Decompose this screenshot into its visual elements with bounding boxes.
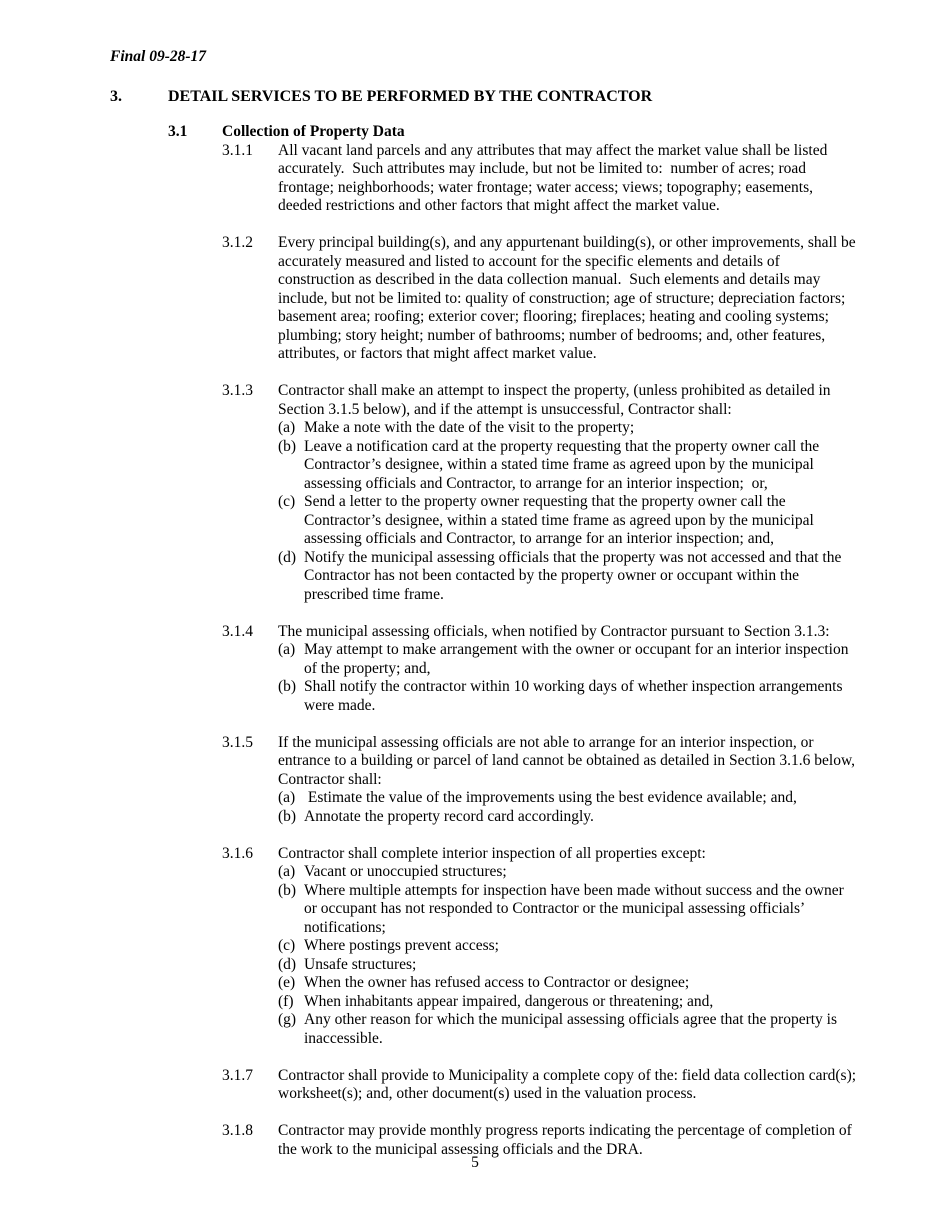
subitem-text: Where multiple attempts for inspection have been made without success and the owner or occupant has not responded to Contractor or the municipal assessing officials’ notifications; [304,881,848,936]
subitem-label: (e) [278,974,296,991]
clause-text: All vacant land parcels and any attributes that may affect the market value shall be listed accurately. Such attributes may include, but not be limited to: number of acres; road frontage; neighborhoods; water frontage; water access; views; topography; easements, deeded restrictions and other factors that might affect the market value. [278,141,832,214]
subitem-text: Where postings prevent access; [304,937,499,954]
clause-text: Contractor may provide monthly progress reports indicating the percentage of completion of the work to the municipal assessing officials and the DRA. [278,1122,856,1158]
subitem-label: (f) [278,992,294,1010]
subitem-text: Make a note with the date of the visit to the property; [304,419,635,436]
subitem-text: Send a letter to the property owner requesting that the property owner call the Contractor’s designee, within a stated time frame as agreed upon by the municipal assessing officials and Contractor, to arrange for an interior inspection; and, [304,493,818,547]
clause-number: 3.1.3 [222,382,253,399]
subitem-label: (g) [278,1011,297,1028]
clause-subitem [278,993,860,1012]
subitem-text: Annotate the property record card accordingly. [304,807,594,825]
clause-text: Contractor shall provide to Municipality a complete copy of the: field data collection card(s); worksheet(s); and, other document(s) used in the valuation process. [278,1066,860,1102]
subitem-label: (c) [278,493,296,510]
subitem-label: (a) [278,789,296,806]
section-number: 3. [110,87,122,105]
subitem-label: (b) [278,807,297,825]
clause-body [278,234,860,364]
clause-text: Contractor shall complete interior inspection of all properties except: [278,844,706,862]
subitem-text: When the owner has refused access to Contractor or designee; [304,974,690,991]
page-number: 5 [471,1153,479,1171]
clause-3.1.7 [222,1067,860,1104]
clause-3.1.5 [222,734,860,827]
clause-body [278,142,860,216]
subitem-text: Estimate the value of the improvements using the best evidence available; and, [304,789,797,806]
clause-list [222,142,860,1160]
clause-subitem [278,493,860,549]
subitem-text: Unsafe structures; [304,955,417,973]
clause-3.1.2 [222,234,860,364]
subitem-label: (a) [278,863,296,880]
clause-number: 3.1.6 [222,844,253,862]
clause-text: Contractor shall make an attempt to inspect the property, (unless prohibited as detailed in Section 3.1.5 below), and if the attempt is unsuccessful, Contractor shall: [278,382,835,418]
subitem-label: (a) [278,641,296,658]
clause-subitem [278,549,860,605]
clause-3.1.3 [222,382,860,604]
clause-body [278,623,860,716]
clause-body [278,734,860,827]
subitem-text: May attempt to make arrangement with the owner or occupant for an interior inspection of the property; and, [304,641,853,677]
clause-subitem [278,438,860,494]
subitem-label: (d) [278,955,297,973]
clause-body [278,845,860,1049]
section-heading [110,88,860,107]
clause-text: If the municipal assessing officials are not able to arrange for an interior inspection, or entrance to a building or parcel of land cannot be obtained as detailed in Section 3.1.6 below, Contractor shall: [278,733,859,788]
clause-subitem [278,974,860,993]
subitem-text: Any other reason for which the municipal assessing officials agree that the property is inaccessible. [304,1011,841,1047]
subitem-label: (b) [278,437,297,455]
clause-subitem [278,789,860,808]
clause-subitem [278,956,860,975]
subitem-label: (d) [278,548,297,566]
subitem-label: (b) [278,678,297,695]
clause-subitem [278,678,860,715]
clause-body [278,1067,860,1104]
clause-number: 3.1.5 [222,733,253,751]
document-version-label: Final 09-28-17 [110,48,207,65]
section-title: DETAIL SERVICES TO BE PERFORMED BY THE CONTRACTOR [168,87,653,105]
subitem-label: (c) [278,937,296,954]
clause-subitem [278,419,860,438]
clause-number: 3.1.2 [222,234,253,251]
subitem-text: Shall notify the contractor within 10 working days of whether inspection arrangements were made. [304,678,847,714]
subitem-text: Vacant or unoccupied structures; [304,863,507,880]
subitem-text: Leave a notification card at the property requesting that the property owner call the Contractor’s designee, within a stated time frame as agreed upon by the municipal assessing officials and Contractor, to arrange for an interior inspection; or, [304,437,824,492]
clause-subitem [278,937,860,956]
clause-3.1.6 [222,845,860,1049]
subsection-number: 3.1 [168,123,188,140]
clause-number: 3.1.7 [222,1066,253,1084]
subitem-text: Notify the municipal assessing officials that the property was not accessed and that the Contractor has not been contacted by the property owner or occupant within the prescribed time frame. [304,548,846,603]
clause-subitem [278,808,860,827]
clause-subitem [278,641,860,678]
subitem-label: (a) [278,419,296,436]
subsection-title: Collection of Property Data [222,123,405,140]
clause-text: The municipal assessing officials, when notified by Contractor pursuant to Section 3.1.3: [278,622,830,640]
clause-text: Every principal building(s), and any appurtenant building(s), or other improvements, shall be accurately measured and listed to account for the specific elements and details of construction as described in the data collection manual. Such elements and details may include, but not be limited to: quality of construction; age of structure; depreciation factors; basement area; roofing; exterior cover; flooring; fireplaces; heating and cooling systems; plumbing; story height; number of bathrooms; number of bedrooms; and, other features, attributes, or factors that might affect market value. [278,234,860,362]
clause-number: 3.1.8 [222,1122,253,1139]
subsection-heading [168,123,860,142]
subitem-text: When inhabitants appear impaired, dangerous or threatening; and, [304,992,714,1010]
clause-3.1.4 [222,623,860,716]
clause-3.1.1 [222,142,860,216]
clause-number: 3.1.4 [222,622,253,640]
subitem-label: (b) [278,881,297,899]
clause-number: 3.1.1 [222,141,253,159]
clause-body [278,382,860,604]
clause-subitem [278,1011,860,1048]
clause-subitem [278,863,860,882]
clause-subitem [278,882,860,938]
